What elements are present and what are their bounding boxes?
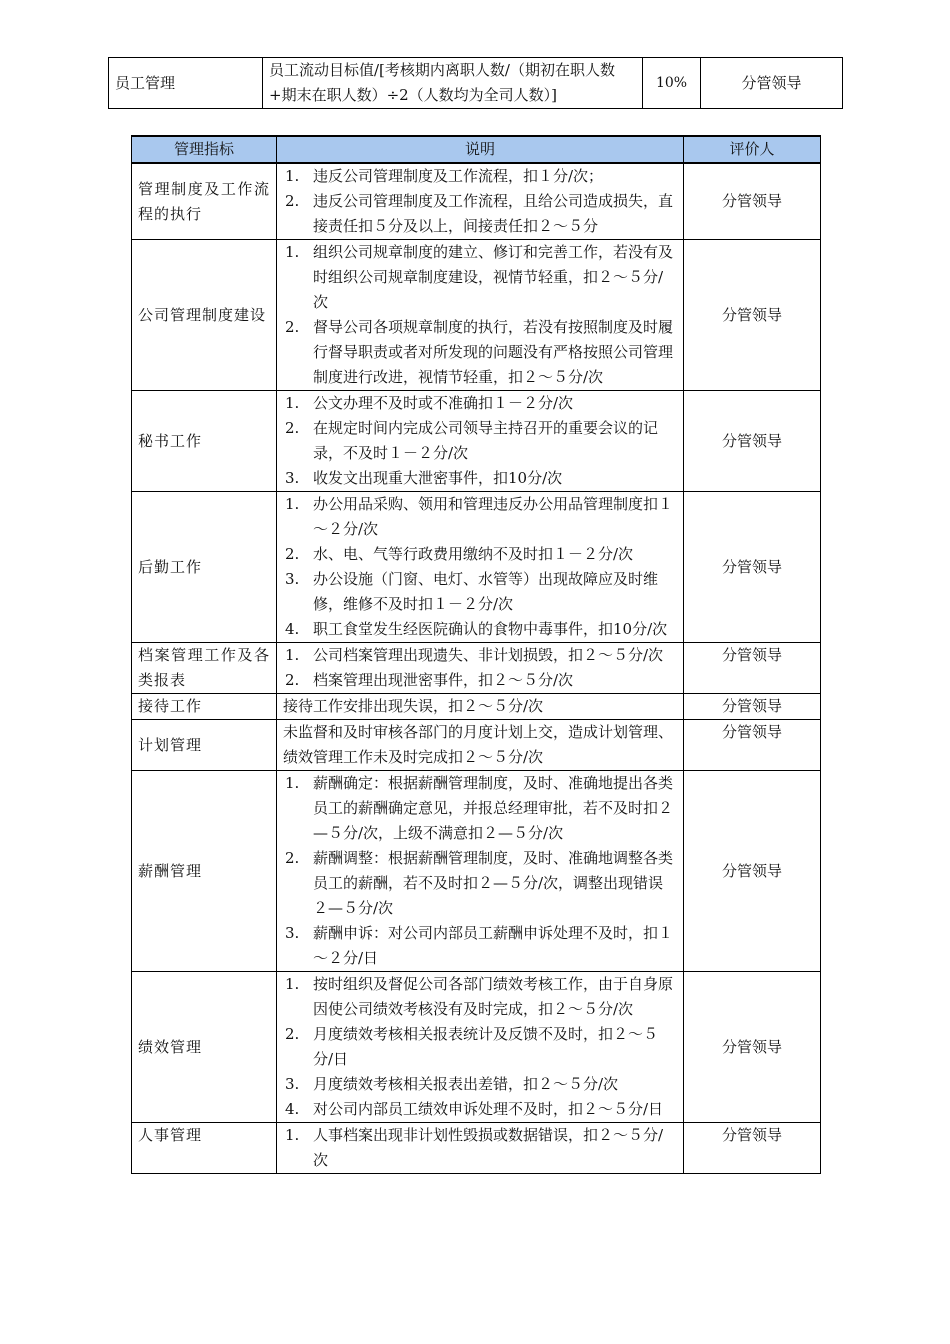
indicator-name: 接待工作 [132,694,277,720]
rule-item [283,1072,677,1097]
rule-item [283,567,677,617]
indicator-name: 绩效管理 [132,972,277,1123]
indicator-description [277,391,684,492]
table-row [132,391,821,492]
table-row [132,240,821,391]
rule-list [283,240,677,390]
rule-item [283,921,677,971]
rule-number: 4. [285,620,300,638]
rule-text: 办公用品采购、领用和管理违反办公用品管理制度扣１～２分/次 [313,495,674,538]
header-description: 说明 [277,136,684,163]
rule-text: 人事档案出现非计划性毁损或数据错误，扣２～５分/次 [313,1126,664,1169]
rule-text: 公司档案管理出现遗失、非计划损毁，扣２～５分/次 [313,646,664,664]
rater-cell: 分管领导 [684,694,821,720]
rule-item [283,1123,677,1173]
indicator-description [277,492,684,643]
rule-number: 1. [285,646,300,664]
rule-item [283,668,677,693]
rule-number: 1. [285,243,300,261]
rule-item [283,240,677,315]
rule-list [283,972,677,1122]
top-summary-table [108,57,843,109]
rule-list [283,643,677,693]
rule-number: 2. [285,419,300,437]
table-row [132,492,821,643]
rater-cell: 分管领导 [684,720,821,771]
header-rater: 评价人 [684,136,821,163]
rule-list [283,391,677,491]
rule-item [283,1097,677,1122]
rule-item [283,315,677,390]
indicator-description [277,972,684,1123]
indicator-name: 计划管理 [132,720,277,771]
rule-text: 收发文出现重大泄密事件，扣10分/次 [313,469,563,487]
rule-number: 1. [285,774,300,792]
indicator-table [131,135,821,1174]
rule-item [283,391,677,416]
rule-item [283,492,677,542]
table-row [132,643,821,694]
rule-number: 3. [285,570,300,588]
rule-text: 职工食堂发生经医院确认的食物中毒事件，扣10分/次 [313,620,668,638]
rule-number: 2. [285,545,300,563]
table-row [132,771,821,972]
rule-number: 2. [285,1025,300,1043]
rater-cell: 分管领导 [684,972,821,1123]
rule-text: 接待工作安排出现失误，扣２～５分/次 [283,697,544,715]
indicator-description [277,240,684,391]
rule-text: 档案管理出现泄密事件，扣２～５分/次 [313,671,574,689]
rule-number: 2. [285,192,300,210]
rule-text: 薪酬确定：根据薪酬管理制度，及时、准确地提出各类员工的薪酬确定意见，并报总经理审批，若不及时扣２—５分/次，上级不满意扣２—５分/次 [313,774,674,842]
rule-text: 按时组织及督促公司各部门绩效考核工作，由于自身原因使公司绩效考核没有及时完成，扣２～５分/次 [313,975,674,1018]
indicator-description [277,694,684,720]
rule-number: 1. [285,1126,300,1144]
rule-list [283,164,677,239]
header-indicator: 管理指标 [132,136,277,163]
rule-item [283,972,677,1022]
indicator-name: 人事管理 [132,1123,277,1174]
rule-item [283,1022,677,1072]
rule-list [283,1123,677,1173]
indicator-name: 档案管理工作及各类报表 [132,643,277,694]
rule-item [283,617,677,642]
top-rater-cell: 分管领导 [701,58,843,109]
rule-number: 2. [285,671,300,689]
indicator-name: 公司管理制度建设 [132,240,277,391]
indicator-description [277,720,684,771]
top-summary-row [109,58,843,109]
rule-text: 月度绩效考核相关报表出差错，扣２～５分/次 [313,1075,619,1093]
rule-text: 组织公司规章制度的建立、修订和完善工作，若没有及时组织公司规章制度建设，视情节轻重，扣２～５分/次 [313,243,674,311]
rule-number: 3. [285,469,300,487]
indicator-description [277,1123,684,1174]
rule-text: 办公设施（门窗、电灯、水管等）出现故障应及时维修，维修不及时扣１－２分/次 [313,570,659,613]
rule-number: 3. [285,924,300,942]
rule-number: 1. [285,495,300,513]
rule-item [283,189,677,239]
table-row [132,1123,821,1174]
table-row [132,972,821,1123]
rule-text: 未监督和及时审核各部门的月度计划上交，造成计划管理、绩效管理工作未及时完成扣２～５分/次 [283,723,674,766]
rule-text: 在规定时间内完成公司领导主持召开的重要会议的记录，不及时１－２分/次 [313,419,659,462]
indicator-name: 后勤工作 [132,492,277,643]
rule-list [283,492,677,642]
top-category-cell: 员工管理 [109,58,263,109]
rule-number: 1. [285,975,300,993]
rule-text: 违反公司管理制度及工作流程，且给公司造成损失，直接责任扣５分及以上，间接责任扣２～５分 [313,192,674,235]
rule-list [283,771,677,971]
rule-item [283,771,677,846]
rater-cell: 分管领导 [684,771,821,972]
rule-item [283,643,677,668]
top-description-cell: 员工流动目标值/[考核期内离职人数/（期初在职人数+期末在职人数）÷2（人数均为全司人数）] [263,58,643,109]
rule-item [283,466,677,491]
indicator-name: 管理制度及工作流程的执行 [132,163,277,240]
indicator-name: 秘书工作 [132,391,277,492]
rule-text: 督导公司各项规章制度的执行，若没有按照制度及时履行督导职责或者对所发现的问题没有严格按照公司管理制度进行改进，视情节轻重，扣２～５分/次 [313,318,674,386]
rule-item [283,164,677,189]
rater-cell: 分管领导 [684,240,821,391]
rule-number: 3. [285,1075,300,1093]
rule-item [283,542,677,567]
rule-text: 水、电、气等行政费用缴纳不及时扣１－２分/次 [313,545,634,563]
rule-text: 对公司内部员工绩效申诉处理不及时，扣２～５分/日 [313,1100,664,1118]
table-row [132,163,821,240]
indicator-rows [132,163,821,1174]
rater-cell: 分管领导 [684,1123,821,1174]
top-weight-cell: 10% [643,58,701,109]
rule-number: 4. [285,1100,300,1118]
rule-text: 薪酬调整：根据薪酬管理制度，及时、准确地调整各类员工的薪酬，若不及时扣２—５分/次，调整出现错误２—５分/次 [313,849,674,917]
header-row [132,136,821,163]
rule-text: 月度绩效考核相关报表统计及反馈不及时，扣２～５分/日 [313,1025,659,1068]
rater-cell: 分管领导 [684,492,821,643]
table-row [132,720,821,771]
rule-item [283,846,677,921]
rule-text: 薪酬申诉：对公司内部员工薪酬申诉处理不及时，扣１～２分/日 [313,924,674,967]
indicator-description [277,163,684,240]
rule-text: 违反公司管理制度及工作流程，扣１分/次； [313,167,604,185]
indicator-name: 薪酬管理 [132,771,277,972]
rule-text: 公文办理不及时或不准确扣１－２分/次 [313,394,574,412]
rater-cell: 分管领导 [684,391,821,492]
rule-number: 2. [285,849,300,867]
rule-number: 1. [285,167,300,185]
table-row [132,694,821,720]
rule-number: 1. [285,394,300,412]
indicator-description [277,643,684,694]
indicator-description [277,771,684,972]
rule-number: 2. [285,318,300,336]
rater-cell: 分管领导 [684,163,821,240]
rule-item [283,416,677,466]
rater-cell: 分管领导 [684,643,821,694]
